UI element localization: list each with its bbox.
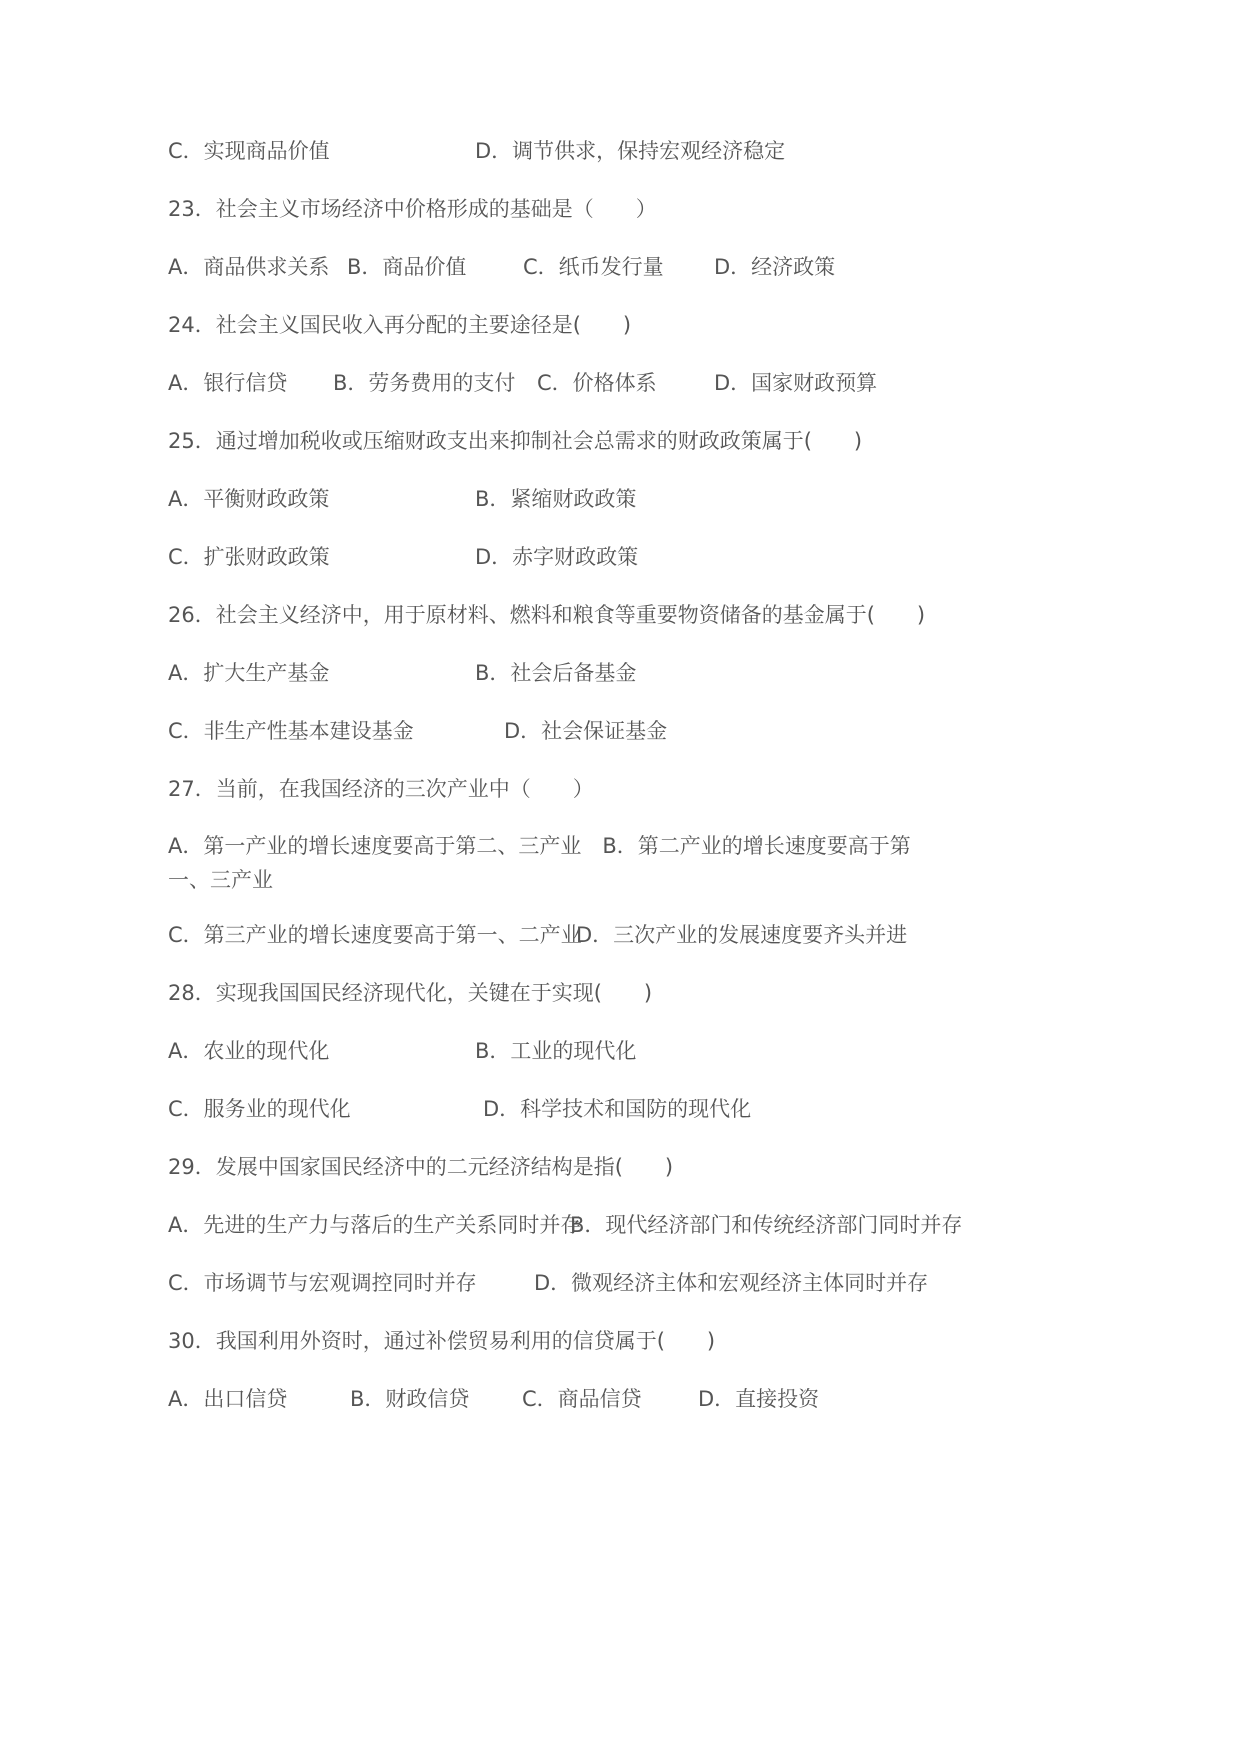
question-text: 30．我国利用外资时，通过补偿贸易利用的信贷属于( ) — [168, 1329, 716, 1353]
option-d: D．直接投资 — [698, 1387, 820, 1411]
option-b: B．现代经济部门和传统经济部门同时并存 — [570, 1213, 963, 1237]
option-c: C．纸币发行量 — [523, 255, 664, 279]
option-a-b: A．第一产业的增长速度要高于第二、三产业 B．第二产业的增长速度要高于第一、三产业 — [168, 834, 911, 892]
question-text: 28．实现我国国民经济现代化，关键在于实现( ) — [168, 981, 653, 1005]
option-c: C．市场调节与宏观调控同时并存 — [168, 1271, 477, 1295]
option-b: B．紧缩财政政策 — [475, 487, 637, 511]
option-c: C．服务业的现代化 — [168, 1097, 351, 1121]
option-b: B．工业的现代化 — [475, 1039, 637, 1063]
option-c: C．非生产性基本建设基金 — [168, 719, 414, 743]
option-c: C．商品信贷 — [522, 1387, 642, 1411]
question-text: 26．社会主义经济中，用于原材料、燃料和粮食等重要物资储备的基金属于( ) — [168, 603, 926, 627]
question-text: 29．发展中国家国民经济中的二元经济结构是指( ) — [168, 1155, 674, 1179]
option-b: B．社会后备基金 — [475, 661, 637, 685]
option-d: D．三次产业的发展速度要齐头并进 — [576, 923, 908, 947]
option-d: D．国家财政预算 — [714, 371, 878, 395]
option-b: B．商品价值 — [347, 255, 467, 279]
option-d: D．调节供求，保持宏观经济稳定 — [475, 139, 786, 163]
option-d: D．微观经济主体和宏观经济主体同时并存 — [534, 1271, 929, 1295]
option-b: B．劳务费用的支付 — [333, 371, 516, 395]
option-a: A．平衡财政政策 — [168, 487, 330, 511]
option-d: D．赤字财政政策 — [475, 545, 639, 569]
option-c: C．价格体系 — [537, 371, 657, 395]
question-text: 24．社会主义国民收入再分配的主要途径是( ) — [168, 313, 632, 337]
option-d: D．社会保证基金 — [504, 719, 668, 743]
option-a: A．扩大生产基金 — [168, 661, 330, 685]
question-27-options-ab — [168, 829, 948, 897]
option-a: A．先进的生产力与落后的生产关系同时并存 — [168, 1213, 582, 1237]
option-d: D．经济政策 — [714, 255, 836, 279]
question-text: 25．通过增加税收或压缩财政支出来抑制社会总需求的财政政策属于( ) — [168, 429, 863, 453]
option-a: A．银行信贷 — [168, 371, 288, 395]
option-c: C．第三产业的增长速度要高于第一、二产业 — [168, 923, 582, 947]
option-c: C．实现商品价值 — [168, 139, 330, 163]
question-text: 27．当前，在我国经济的三次产业中（ ） — [168, 777, 594, 801]
option-a: A．出口信贷 — [168, 1387, 288, 1411]
option-b: B．财政信贷 — [350, 1387, 470, 1411]
question-text: 23．社会主义市场经济中价格形成的基础是（ ） — [168, 197, 657, 221]
option-d: D．科学技术和国防的现代化 — [483, 1097, 752, 1121]
option-c: C．扩张财政政策 — [168, 545, 330, 569]
option-a: A．农业的现代化 — [168, 1039, 330, 1063]
option-a: A．商品供求关系 — [168, 255, 330, 279]
